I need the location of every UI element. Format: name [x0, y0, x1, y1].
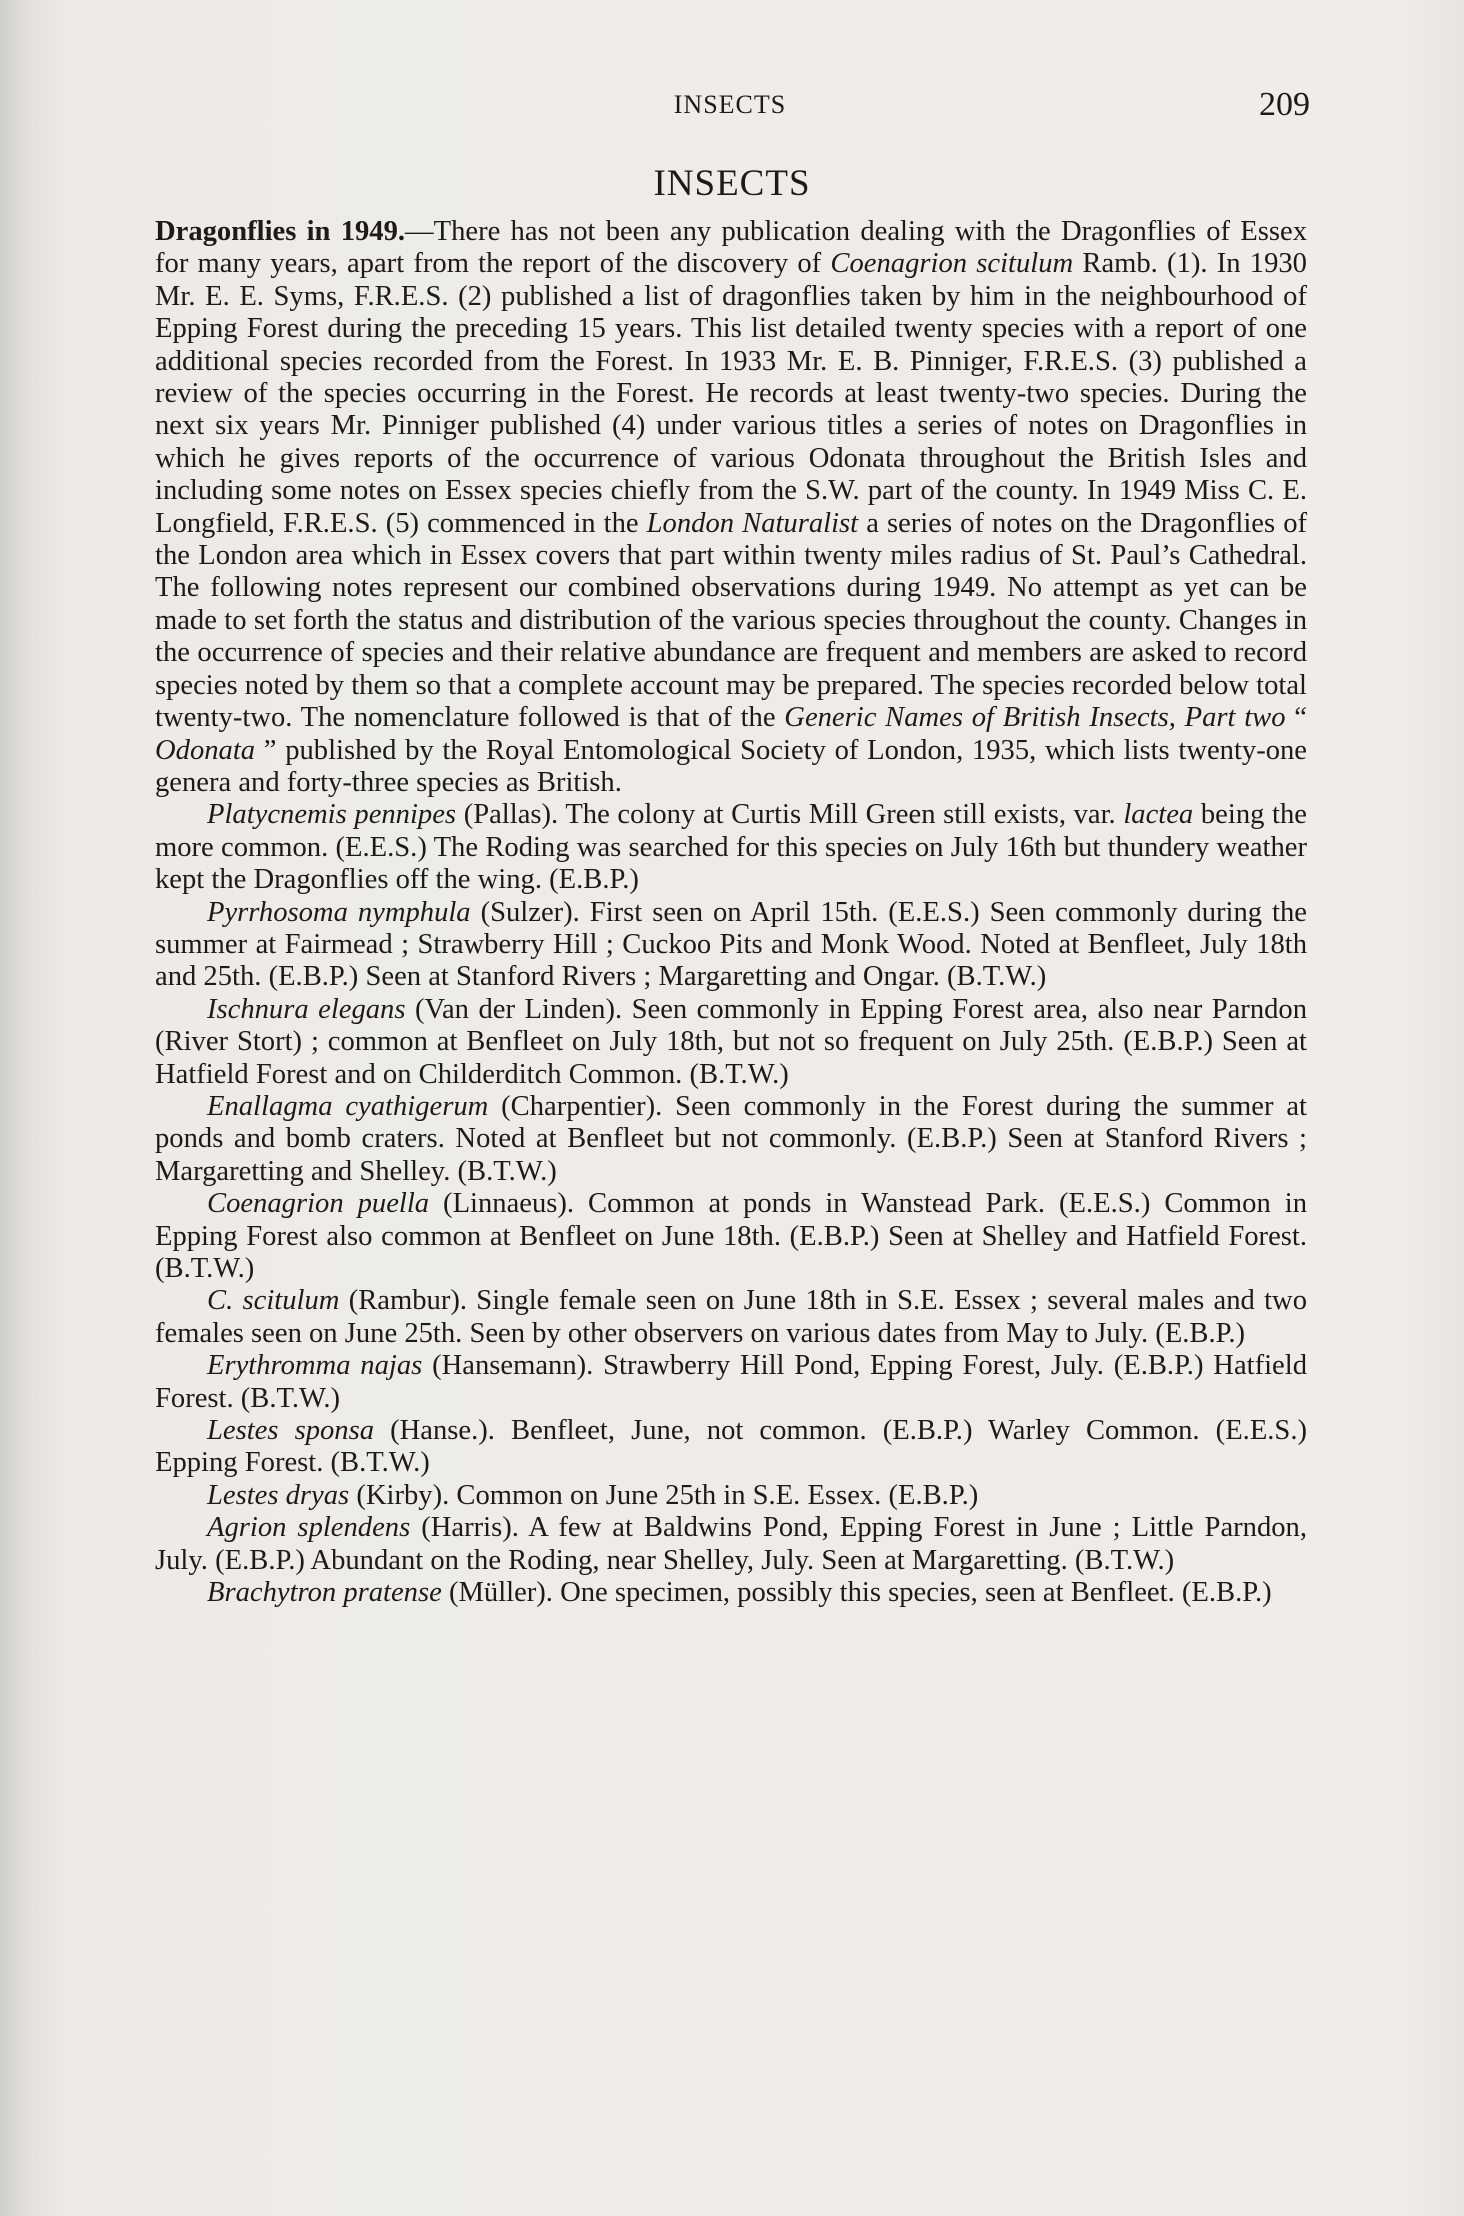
species-name: Coenagrion scitulum — [830, 248, 1074, 280]
species-name: Lestes dryas — [207, 1479, 350, 1511]
species-entry-coenagrion-puella — [155, 1188, 1307, 1285]
article-body — [155, 216, 1307, 1609]
text-run: (Pallas). The colony at Curtis Mill Green still exists, var. — [456, 799, 1124, 831]
species-name: Generic Names of British Insects, Part two — [784, 702, 1286, 734]
section-lead: Dragonflies in 1949. — [155, 216, 406, 247]
page-header — [150, 86, 1310, 126]
species-name: C. scitulum — [207, 1285, 340, 1317]
text-run: being the more common. (E.E.S.) The Roding was searched for this species on July 16th but thundery weather kept the Dragonflies off the wing. (E.B.P.) — [155, 799, 1307, 896]
species-name: London Naturalist — [646, 507, 859, 539]
text-run: (Sulzer). First seen on April 15th. (E.E.S.) Seen commonly during the summer at Fairmead ; Strawberry Hill ; Cuckoo Pits and Monk Wood. Noted at Benfleet, July 18th and 25th. (E.B.P.) Seen at Stanford Rivers ; Margaretting and Ongar. (B.T.W.) — [155, 896, 1307, 993]
species-entry-ischnura — [155, 994, 1307, 1091]
text-run: Ramb. (1). In 1930 Mr. E. E. Syms, F.R.E.S. (2) published a list of dragonflies taken by him in the neighbourhood of Epping Forest during the preceding 15 years. This list detailed twenty species with a report of one additional species recorded from the Forest. In 1933 Mr. E. B. Pinniger, F.R.E.S. (3) published a review of the species occurring in the Forest. He records at least twenty-two species. During the next six years Mr. Pinniger published (4) under various titles a series of notes on Dragonflies in which he gives reports of the occurrence of various Odonata throughout the British Isles and including some notes on Essex species chiefly from the S.W. part of the county. In 1949 Miss C. E. Longfield, F.R.E.S. (5) commenced in the — [155, 248, 1307, 539]
species-name: Enallagma cyathigerum — [207, 1090, 489, 1122]
text-run: a series of notes on the Dragonflies of the London area which in Essex covers that part within twenty miles radius of St. Paul’s Cathedral. The following notes represent our combined observations during 1949. No attempt as yet can be made to set forth the status and distribution of the various species throughout the county. Changes in the occurrence of species and their relative abundance are frequent and members are asked to record species noted by them so that a complete account may be prepared. The species recorded below total twenty-two. The nomenclature followed is that of the — [155, 507, 1308, 734]
species-name: Lestes sponsa — [207, 1415, 375, 1447]
text-run: (Hansemann). Strawberry Hill Pond, Epping Forest, July. (E.B.P.) Hatfield Forest. (B.T.W.) — [155, 1350, 1307, 1414]
text-run: (Linnaeus). Common at ponds in Wanstead Park. (E.E.S.) Common in Epping Forest also common at Benfleet on June 18th. (E.B.P.) Seen at Shelley and Hatfield Forest. (B.T.W.) — [155, 1188, 1307, 1284]
text-run: (Harris). A few at Baldwins Pond, Epping Forest in June ; Little Parndon, July. (E.B.P.) Abundant on the Roding, near Shelley, July. Seen at Margaretting. (B.T.W.) — [155, 1512, 1307, 1576]
text-run: (Kirby). Common on June 25th in S.E. Essex. (E.B.P.) — [349, 1479, 979, 1511]
species-entry-lestes-dryas — [155, 1480, 1307, 1512]
species-name: Coenagrion puella — [207, 1188, 430, 1220]
species-entry-enallagma — [155, 1091, 1307, 1188]
species-name: Agrion splendens — [207, 1512, 411, 1544]
species-name: lactea — [1123, 799, 1194, 831]
species-entry-lestes-sponsa — [155, 1415, 1307, 1480]
species-entry-agrion — [155, 1512, 1307, 1577]
page-number: 209 — [1259, 86, 1310, 123]
text-run: (Müller). One specimen, possibly this species, seen at Benfleet. (E.B.P.) — [441, 1577, 1272, 1609]
running-head: INSECTS — [673, 90, 787, 119]
text-run: —There has not been any publication dealing with the Dragonflies of Essex for many years, apart from the report of the discovery of — [155, 216, 1307, 280]
text-run: (Van der Linden). Seen commonly in Epping Forest area, also near Parndon (River Stort) ; common at Benfleet on July 18th, but not so frequent on July 25th. (E.B.P.) Seen at Hatfield Forest and on Childerditch Common. (B.T.W.) — [155, 993, 1308, 1090]
species-entry-brachytron — [155, 1577, 1307, 1609]
species-name: Erythromma najas — [207, 1350, 423, 1382]
species-name: Ischnura elegans — [207, 993, 406, 1025]
text-run: (Charpentier). Seen commonly in the Forest during the summer at ponds and bomb craters. Noted at Benfleet but not commonly. (E.B.P.) Seen at Stanford Rivers ; Margaretting and Shelley. (B.T.W.) — [155, 1090, 1307, 1187]
text-run: (Hanse.). Benfleet, June, not common. (E.B.P.) Warley Common. (E.E.S.) Epping Forest. (B.T.W.) — [155, 1415, 1308, 1479]
species-name: Pyrrhosoma nymphula — [207, 896, 471, 928]
species-name: Brachytron pratense — [207, 1577, 442, 1609]
intro-paragraph — [155, 216, 1307, 799]
text-run: ” published by the Royal Entomological Society of London, 1935, which lists twenty-one genera and forty-three species as British. — [155, 734, 1307, 798]
section-title: INSECTS — [653, 163, 811, 204]
text-run: “ — [1285, 702, 1307, 734]
text-run: (Rambur). Single female seen on June 18th in S.E. Essex ; several males and two females seen on June 25th. Seen by other observers on various dates from May to July. (E.B.P.) — [155, 1285, 1307, 1349]
species-name: Platycnemis pennipes — [207, 799, 457, 831]
species-entry-erythromma — [155, 1350, 1307, 1415]
species-entry-pyrrhosoma — [155, 897, 1307, 994]
species-entry-coenagrion-scitulum — [155, 1285, 1307, 1350]
species-entry-platycnemis — [155, 799, 1307, 896]
species-name: Odonata — [155, 734, 256, 766]
